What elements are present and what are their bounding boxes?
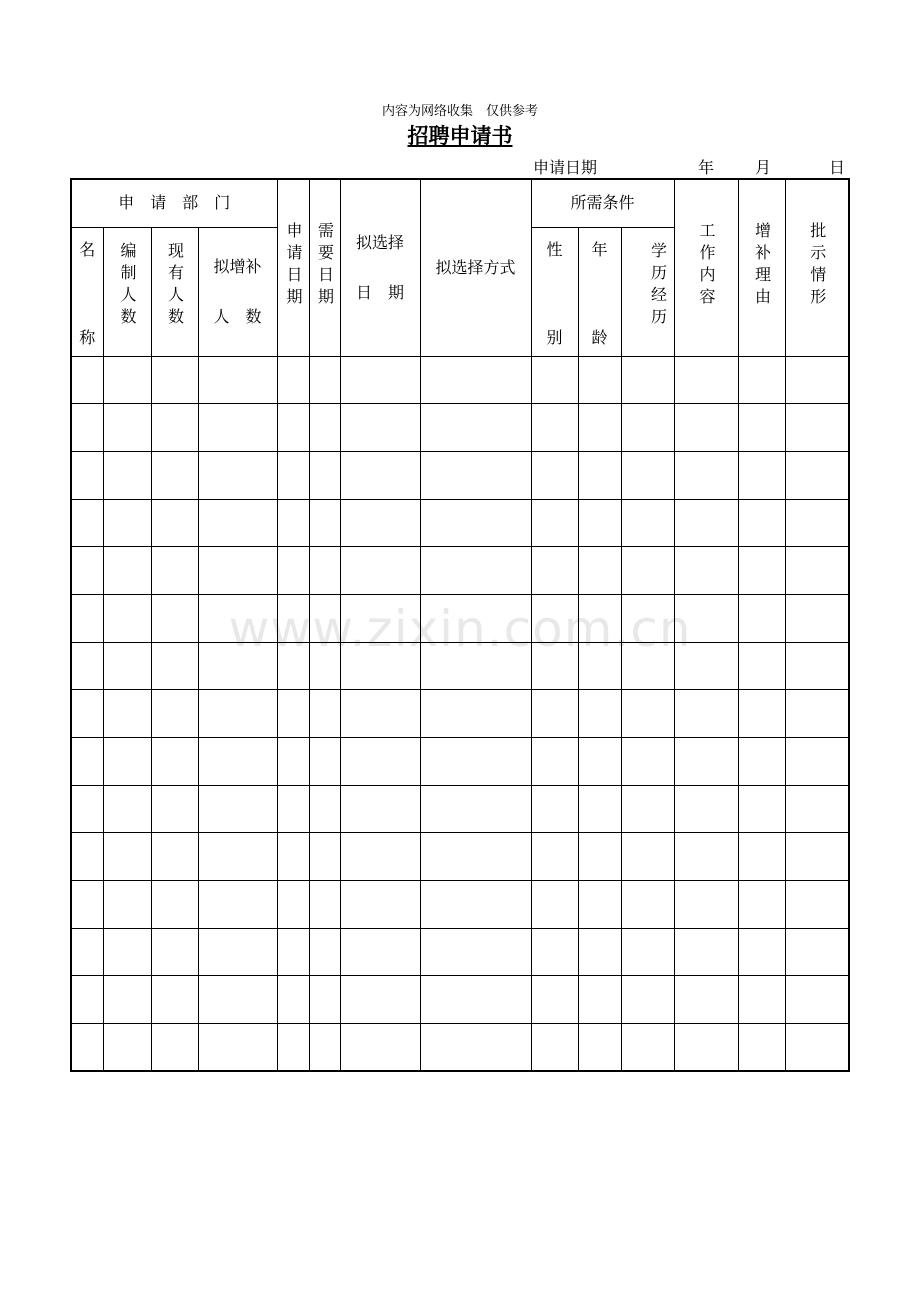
table-cell[interactable] xyxy=(198,928,277,976)
table-row xyxy=(71,833,849,881)
table-cell[interactable] xyxy=(785,594,849,642)
table-cell[interactable] xyxy=(785,738,849,786)
table-cell[interactable] xyxy=(198,976,277,1024)
table-cell[interactable] xyxy=(674,785,738,833)
table-cell[interactable] xyxy=(277,976,309,1024)
table-cell[interactable] xyxy=(309,1024,340,1072)
table-cell[interactable] xyxy=(531,738,578,786)
table-cell[interactable] xyxy=(674,881,738,929)
table-cell[interactable] xyxy=(198,499,277,547)
table-cell[interactable] xyxy=(785,1024,849,1072)
table-cell[interactable] xyxy=(340,642,420,690)
table-cell[interactable] xyxy=(340,976,420,1024)
table-cell[interactable] xyxy=(785,833,849,881)
page-title: 招聘申请书 xyxy=(407,123,513,148)
table-cell[interactable] xyxy=(103,738,151,786)
table-cell[interactable] xyxy=(277,451,309,499)
table-cell[interactable] xyxy=(198,594,277,642)
table-cell[interactable] xyxy=(340,928,420,976)
table-cell[interactable] xyxy=(71,499,103,547)
table-cell[interactable] xyxy=(103,928,151,976)
table-cell[interactable] xyxy=(277,785,309,833)
table-cell[interactable] xyxy=(578,833,621,881)
table-row xyxy=(71,690,849,738)
table-cell[interactable] xyxy=(674,547,738,595)
date-label: 申请日期 xyxy=(533,158,598,177)
table-cell[interactable] xyxy=(198,451,277,499)
table-cell[interactable] xyxy=(674,833,738,881)
table-cell[interactable] xyxy=(674,690,738,738)
table-cell[interactable] xyxy=(198,738,277,786)
table-cell[interactable] xyxy=(103,404,151,452)
table-cell[interactable] xyxy=(198,642,277,690)
table-cell[interactable] xyxy=(103,499,151,547)
table-cell[interactable] xyxy=(621,642,674,690)
table-cell[interactable] xyxy=(340,451,420,499)
table-cell[interactable] xyxy=(340,833,420,881)
table-cell[interactable] xyxy=(621,356,674,404)
table-cell[interactable] xyxy=(277,690,309,738)
table-cell[interactable] xyxy=(103,356,151,404)
table-cell[interactable] xyxy=(103,881,151,929)
table-cell[interactable] xyxy=(71,738,103,786)
table-cell[interactable] xyxy=(785,404,849,452)
table-row xyxy=(71,976,849,1024)
date-day: 日 xyxy=(829,158,846,177)
select-method-header: 拟选择方式 xyxy=(420,179,531,356)
table-cell[interactable] xyxy=(578,690,621,738)
table-cell[interactable] xyxy=(420,1024,531,1072)
table-cell[interactable] xyxy=(340,738,420,786)
table-cell[interactable] xyxy=(621,881,674,929)
table-cell[interactable] xyxy=(71,642,103,690)
table-cell[interactable] xyxy=(621,833,674,881)
table-row xyxy=(71,928,849,976)
approval-header: 批示情形 xyxy=(785,179,849,356)
table-row xyxy=(71,547,849,595)
table-cell[interactable] xyxy=(277,356,309,404)
table-cell[interactable] xyxy=(738,547,785,595)
table-cell[interactable] xyxy=(674,738,738,786)
table-cell[interactable] xyxy=(621,738,674,786)
table-cell[interactable] xyxy=(103,594,151,642)
table-cell[interactable] xyxy=(151,976,198,1024)
table-cell[interactable] xyxy=(621,451,674,499)
table-cell[interactable] xyxy=(738,690,785,738)
table-cell[interactable] xyxy=(71,356,103,404)
table-row xyxy=(71,1024,849,1072)
table-cell[interactable] xyxy=(738,356,785,404)
table-cell[interactable] xyxy=(785,499,849,547)
table-cell[interactable] xyxy=(531,833,578,881)
table-cell[interactable] xyxy=(578,1024,621,1072)
table-cell[interactable] xyxy=(621,976,674,1024)
table-cell[interactable] xyxy=(420,594,531,642)
table-cell[interactable] xyxy=(578,451,621,499)
table-cell[interactable] xyxy=(420,404,531,452)
table-cell[interactable] xyxy=(621,1024,674,1072)
table-cell[interactable] xyxy=(621,547,674,595)
table-cell[interactable] xyxy=(785,356,849,404)
table-cell[interactable] xyxy=(785,451,849,499)
table-cell[interactable] xyxy=(309,690,340,738)
table-cell[interactable] xyxy=(420,451,531,499)
table-cell[interactable] xyxy=(198,1024,277,1072)
table-cell[interactable] xyxy=(71,785,103,833)
table-cell[interactable] xyxy=(309,547,340,595)
table-cell[interactable] xyxy=(151,881,198,929)
table-cell[interactable] xyxy=(277,1024,309,1072)
table-cell[interactable] xyxy=(151,356,198,404)
table-cell[interactable] xyxy=(674,499,738,547)
table-cell[interactable] xyxy=(309,642,340,690)
table-cell[interactable] xyxy=(674,356,738,404)
table-cell[interactable] xyxy=(738,785,785,833)
table-cell[interactable] xyxy=(71,976,103,1024)
table-row xyxy=(71,404,849,452)
table-cell[interactable] xyxy=(738,738,785,786)
table-cell[interactable] xyxy=(785,547,849,595)
recruitment-table xyxy=(70,178,850,1072)
table-cell[interactable] xyxy=(103,976,151,1024)
table-cell[interactable] xyxy=(71,833,103,881)
table-row xyxy=(71,738,849,786)
table-cell[interactable] xyxy=(71,404,103,452)
table-cell[interactable] xyxy=(151,833,198,881)
table-cell[interactable] xyxy=(151,928,198,976)
table-cell[interactable] xyxy=(309,928,340,976)
table-cell[interactable] xyxy=(340,499,420,547)
table-cell[interactable] xyxy=(738,451,785,499)
table-cell[interactable] xyxy=(277,547,309,595)
table-cell[interactable] xyxy=(309,451,340,499)
date-month: 月 xyxy=(755,158,772,177)
table-cell[interactable] xyxy=(785,928,849,976)
table-cell[interactable] xyxy=(531,499,578,547)
name-header: 名 称 xyxy=(71,227,103,356)
table-cell[interactable] xyxy=(531,690,578,738)
table-cell[interactable] xyxy=(785,976,849,1024)
table-cell[interactable] xyxy=(277,881,309,929)
table-cell[interactable] xyxy=(785,881,849,929)
table-cell[interactable] xyxy=(621,594,674,642)
table-cell[interactable] xyxy=(621,785,674,833)
table-cell[interactable] xyxy=(151,785,198,833)
table-cell[interactable] xyxy=(578,738,621,786)
table-cell[interactable] xyxy=(151,451,198,499)
table-cell[interactable] xyxy=(578,928,621,976)
gender-header: 性 别 xyxy=(531,227,578,356)
table-cell[interactable] xyxy=(420,976,531,1024)
table-cell[interactable] xyxy=(71,928,103,976)
table-cell[interactable] xyxy=(578,547,621,595)
table-cell[interactable] xyxy=(531,451,578,499)
table-cell[interactable] xyxy=(151,1024,198,1072)
table-cell[interactable] xyxy=(198,881,277,929)
table-cell[interactable] xyxy=(340,404,420,452)
table-cell[interactable] xyxy=(71,881,103,929)
table-cell[interactable] xyxy=(785,690,849,738)
table-cell[interactable] xyxy=(71,451,103,499)
table-cell[interactable] xyxy=(738,881,785,929)
table-cell[interactable] xyxy=(420,356,531,404)
dept-group-header: 申 请 部 门 xyxy=(71,179,277,227)
table-cell[interactable] xyxy=(420,881,531,929)
table-cell[interactable] xyxy=(277,738,309,786)
table-cell[interactable] xyxy=(420,833,531,881)
table-cell[interactable] xyxy=(198,690,277,738)
table-cell[interactable] xyxy=(531,928,578,976)
table-row xyxy=(71,451,849,499)
table-row xyxy=(71,356,849,404)
table-cell[interactable] xyxy=(578,785,621,833)
reason-header: 增补理由 xyxy=(738,179,785,356)
table-cell[interactable] xyxy=(578,976,621,1024)
need-date-header: 需要日期 xyxy=(309,179,340,356)
table-cell[interactable] xyxy=(103,547,151,595)
table-cell[interactable] xyxy=(578,404,621,452)
table-cell[interactable] xyxy=(309,833,340,881)
age-header: 年 龄 xyxy=(578,227,621,356)
table-cell[interactable] xyxy=(277,833,309,881)
table-cell[interactable] xyxy=(151,642,198,690)
table-cell[interactable] xyxy=(621,404,674,452)
table-cell[interactable] xyxy=(151,499,198,547)
staffing-header: 编制人数 xyxy=(103,227,151,356)
table-cell[interactable] xyxy=(71,547,103,595)
table-cell[interactable] xyxy=(738,928,785,976)
table-cell[interactable] xyxy=(785,785,849,833)
table-cell[interactable] xyxy=(738,1024,785,1072)
table-cell[interactable] xyxy=(71,690,103,738)
table-cell[interactable] xyxy=(103,833,151,881)
table-cell[interactable] xyxy=(71,594,103,642)
table-cell[interactable] xyxy=(420,928,531,976)
table-cell[interactable] xyxy=(674,642,738,690)
table-cell[interactable] xyxy=(420,499,531,547)
table-row xyxy=(71,642,849,690)
header-note: 内容为网络收集 仅供参考 xyxy=(381,104,538,119)
table-cell[interactable] xyxy=(277,928,309,976)
table-cell[interactable] xyxy=(621,928,674,976)
table-cell[interactable] xyxy=(71,1024,103,1072)
table-cell[interactable] xyxy=(674,594,738,642)
table-cell[interactable] xyxy=(531,785,578,833)
table-cell[interactable] xyxy=(738,976,785,1024)
table-cell[interactable] xyxy=(578,594,621,642)
table-cell[interactable] xyxy=(674,404,738,452)
watermark: www.zixin.com.cn xyxy=(228,600,692,658)
table-cell[interactable] xyxy=(674,976,738,1024)
table-row xyxy=(71,499,849,547)
table-cell[interactable] xyxy=(309,738,340,786)
table-cell[interactable] xyxy=(309,404,340,452)
table-cell[interactable] xyxy=(531,547,578,595)
table-cell[interactable] xyxy=(198,785,277,833)
table-cell[interactable] xyxy=(340,881,420,929)
table-cell[interactable] xyxy=(738,404,785,452)
table-cell[interactable] xyxy=(103,451,151,499)
table-cell[interactable] xyxy=(340,356,420,404)
table-cell[interactable] xyxy=(340,594,420,642)
table-cell[interactable] xyxy=(151,594,198,642)
table-cell[interactable] xyxy=(340,785,420,833)
table-cell[interactable] xyxy=(103,690,151,738)
table-cell[interactable] xyxy=(420,642,531,690)
table-cell[interactable] xyxy=(277,404,309,452)
table-row xyxy=(71,594,849,642)
select-date-header: 拟选择 日 期 xyxy=(340,179,420,356)
table-cell[interactable] xyxy=(340,690,420,738)
table-row xyxy=(71,785,849,833)
table-cell[interactable] xyxy=(277,594,309,642)
table-cell[interactable] xyxy=(103,642,151,690)
table-cell[interactable] xyxy=(531,976,578,1024)
table-cell[interactable] xyxy=(578,642,621,690)
table-cell[interactable] xyxy=(103,785,151,833)
add-count-header: 拟增补 人 数 xyxy=(198,227,277,356)
table-cell[interactable] xyxy=(674,928,738,976)
table-cell[interactable] xyxy=(277,499,309,547)
table-cell[interactable] xyxy=(674,1024,738,1072)
table-cell[interactable] xyxy=(531,642,578,690)
table-cell[interactable] xyxy=(309,594,340,642)
table-cell[interactable] xyxy=(340,547,420,595)
apply-date-header: 申请日期 xyxy=(277,179,309,356)
table-cell[interactable] xyxy=(198,833,277,881)
table-cell[interactable] xyxy=(309,356,340,404)
table-cell[interactable] xyxy=(198,356,277,404)
table-cell[interactable] xyxy=(151,547,198,595)
table-cell[interactable] xyxy=(420,690,531,738)
table-cell[interactable] xyxy=(309,499,340,547)
table-cell[interactable] xyxy=(531,404,578,452)
table-row xyxy=(71,881,849,929)
table-cell[interactable] xyxy=(738,642,785,690)
table-cell[interactable] xyxy=(621,690,674,738)
conditions-group-header: 所需条件 xyxy=(531,179,674,227)
table-cell[interactable] xyxy=(151,404,198,452)
table-cell[interactable] xyxy=(198,404,277,452)
table-cell[interactable] xyxy=(277,642,309,690)
table-cell[interactable] xyxy=(738,594,785,642)
work-content-header: 工作内容 xyxy=(674,179,738,356)
date-year: 年 xyxy=(698,158,715,177)
table-cell[interactable] xyxy=(340,1024,420,1072)
table-cell[interactable] xyxy=(309,881,340,929)
current-header: 现有人数 xyxy=(151,227,198,356)
table-cell[interactable] xyxy=(531,594,578,642)
table-cell[interactable] xyxy=(531,1024,578,1072)
table-cell[interactable] xyxy=(674,451,738,499)
table-cell[interactable] xyxy=(103,1024,151,1072)
table-cell[interactable] xyxy=(578,881,621,929)
table-cell[interactable] xyxy=(578,499,621,547)
table-cell[interactable] xyxy=(309,785,340,833)
table-cell[interactable] xyxy=(309,976,340,1024)
table-cell[interactable] xyxy=(578,356,621,404)
table-cell[interactable] xyxy=(738,499,785,547)
table-cell[interactable] xyxy=(785,642,849,690)
table-cell[interactable] xyxy=(738,833,785,881)
education-header: 学历经历 xyxy=(621,227,674,356)
table-cell[interactable] xyxy=(531,356,578,404)
table-cell[interactable] xyxy=(198,547,277,595)
table-cell[interactable] xyxy=(531,881,578,929)
table-cell[interactable] xyxy=(420,547,531,595)
table-cell[interactable] xyxy=(151,738,198,786)
table-cell[interactable] xyxy=(151,690,198,738)
table-cell[interactable] xyxy=(420,785,531,833)
table-cell[interactable] xyxy=(420,738,531,786)
table-cell[interactable] xyxy=(621,499,674,547)
